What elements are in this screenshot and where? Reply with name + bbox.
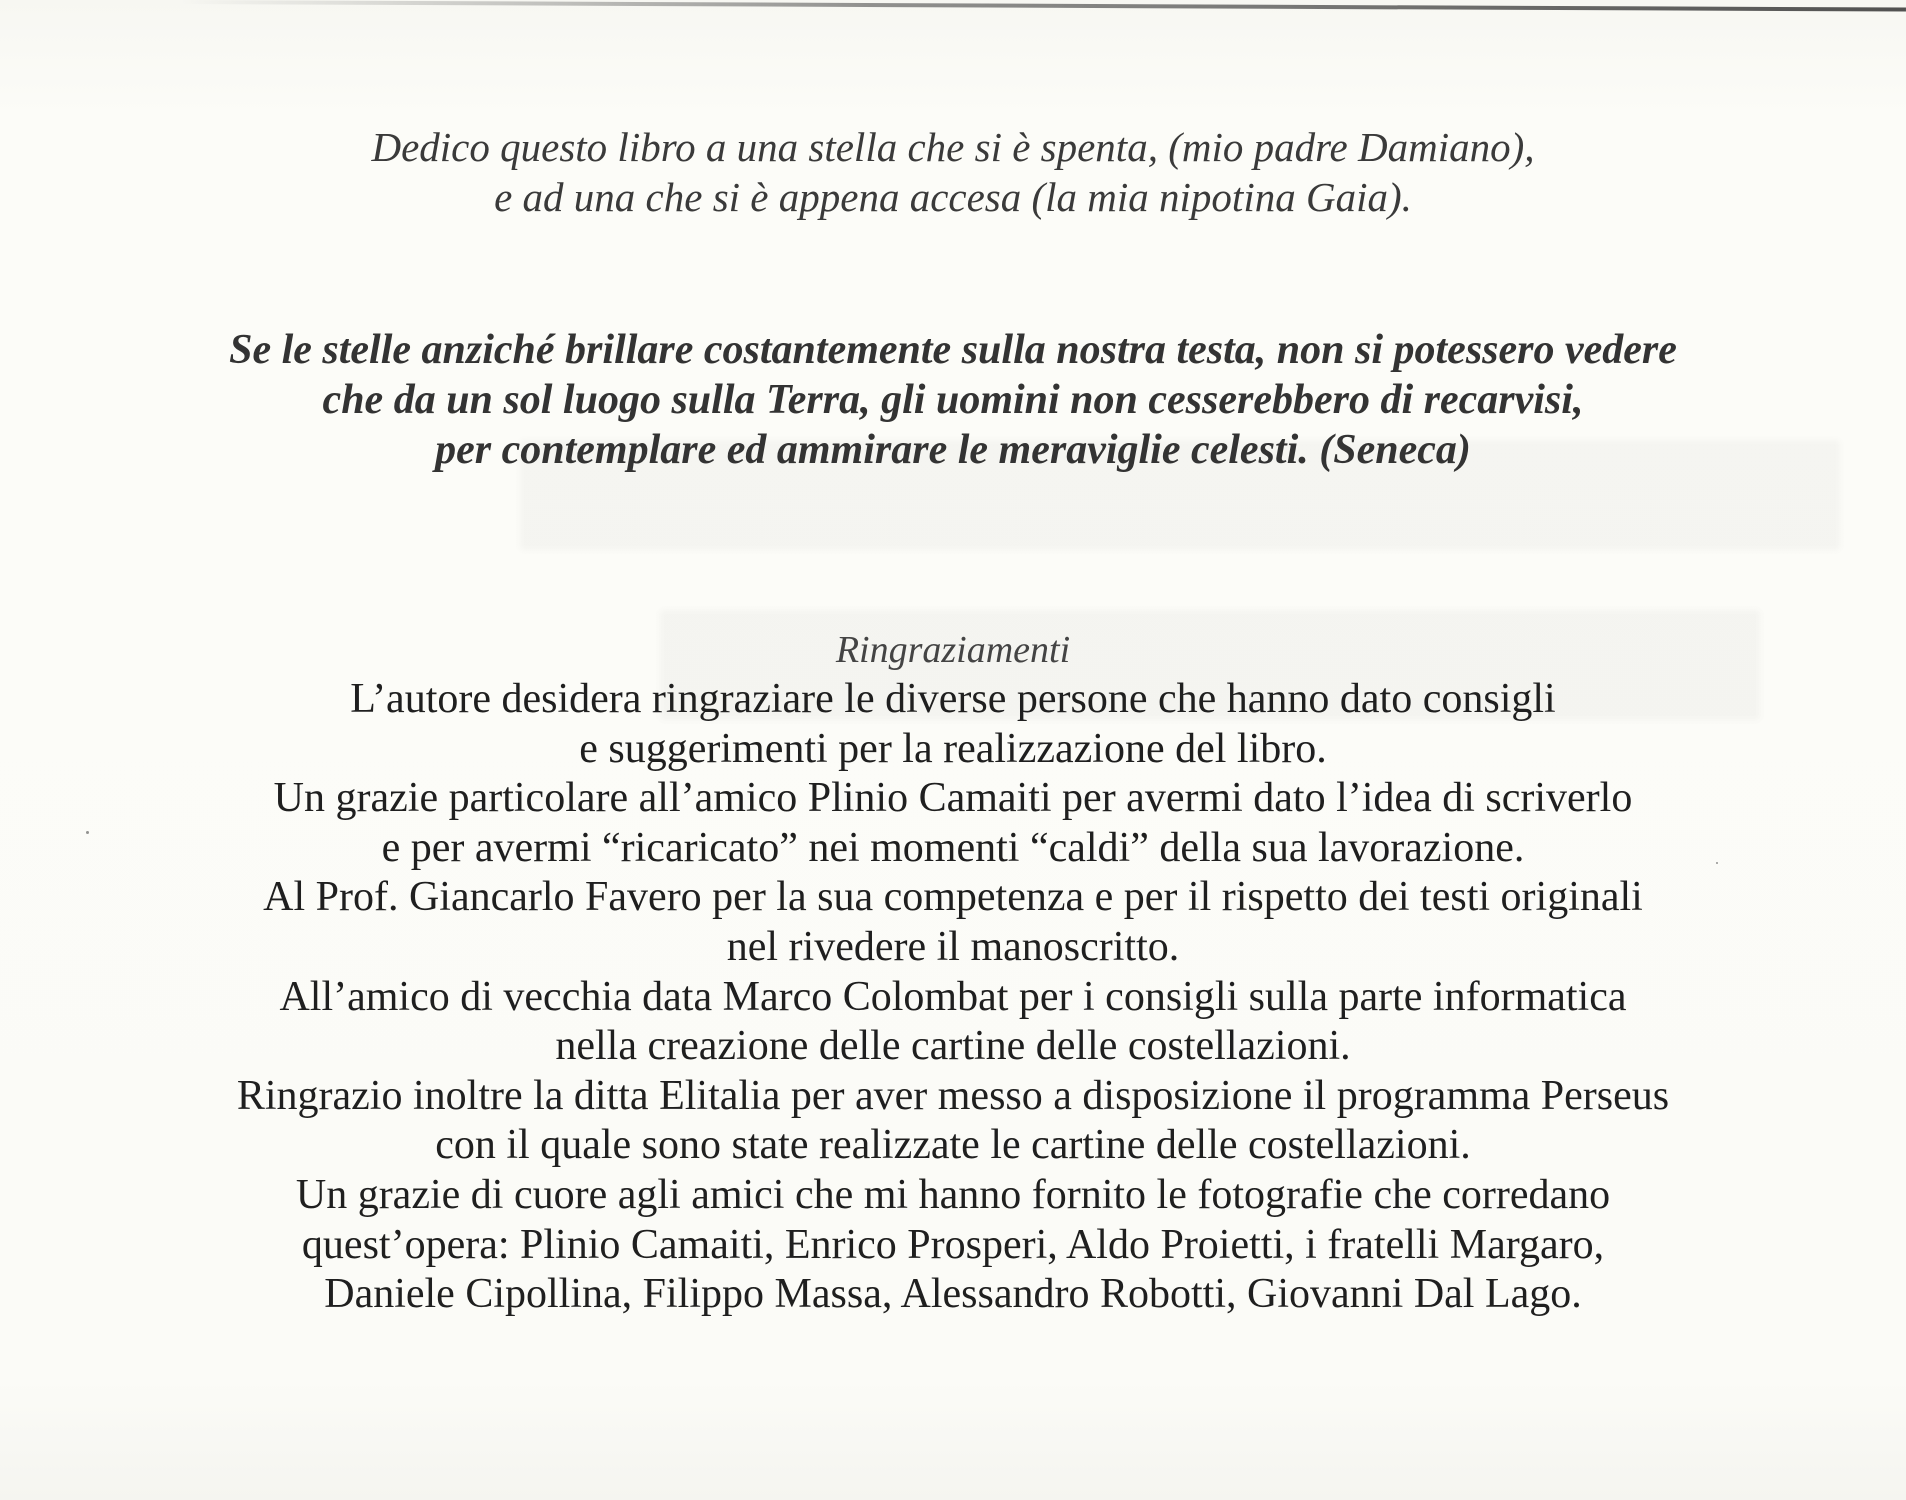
- acknowledgement-line: Un grazie di cuore agli amici che mi hanno fornito le fotografie che corredano: [295, 1171, 1611, 1218]
- acknowledgement-line: Al Prof. Giancarlo Favero per la sua competenza e per il rispetto dei testi originali: [263, 874, 1643, 921]
- scan-speck: [86, 831, 89, 834]
- quote-line: che da un sol luogo sulla Terra, gli uomini non cesserebbero di recarvisi,: [322, 377, 1584, 423]
- acknowledgement-line: L’autore desidera ringraziare le diverse persone che hanno dato consigli: [350, 676, 1556, 722]
- acknowledgement-line: Un grazie particolare all’amico Plinio Camaiti per avermi dato l’idea di scriverlo: [273, 775, 1633, 822]
- seneca-quote: [0, 325, 1906, 475]
- page-top-edge-shadow: [180, 0, 1906, 12]
- acknowledgement-line: quest’opera: Plinio Camaiti, Enrico Prosperi, Aldo Proietti, i fratelli Margaro,: [301, 1221, 1605, 1268]
- acknowledgement-line: e suggerimenti per la realizzazione del libro.: [579, 725, 1327, 772]
- acknowledgement-line: con il quale sono state realizzate le cartine delle costellazioni.: [435, 1122, 1471, 1169]
- acknowledgements-title: Ringraziamenti: [835, 629, 1071, 671]
- acknowledgement-line: e per avermi “ricaricato” nei momenti “caldi” della sua lavorazione.: [381, 824, 1525, 871]
- acknowledgement-line: Ringrazio inoltre la ditta Elitalia per aver messo a disposizione il programma Perseus: [236, 1072, 1670, 1119]
- acknowledgement-line: nel rivedere il manoscritto.: [726, 923, 1180, 970]
- acknowledgement-line: nella creazione delle cartine delle costellazioni.: [555, 1023, 1351, 1070]
- acknowledgement-line: Daniele Cipollina, Filippo Massa, Alessandro Robotti, Giovanni Dal Lago.: [324, 1271, 1582, 1318]
- dedication-line: e ad una che si è appena accesa (la mia nipotina Gaia).: [494, 174, 1412, 220]
- dedication: [0, 122, 1906, 222]
- dedication-line: Dedico questo libro a una stella che si è spenta, (mio padre Damiano),: [371, 124, 1535, 170]
- quote-line: Se le stelle anziché brillare costantemente sulla nostra testa, non si potessero vedere: [229, 327, 1677, 373]
- quote-line: per contemplare ed ammirare le meraviglie celesti. (Seneca): [435, 427, 1471, 473]
- acknowledgement-line: All’amico di vecchia data Marco Colombat per i consigli sulla parte informatica: [279, 973, 1627, 1020]
- scan-speck: [1716, 862, 1718, 864]
- acknowledgements-body: [0, 675, 1906, 1320]
